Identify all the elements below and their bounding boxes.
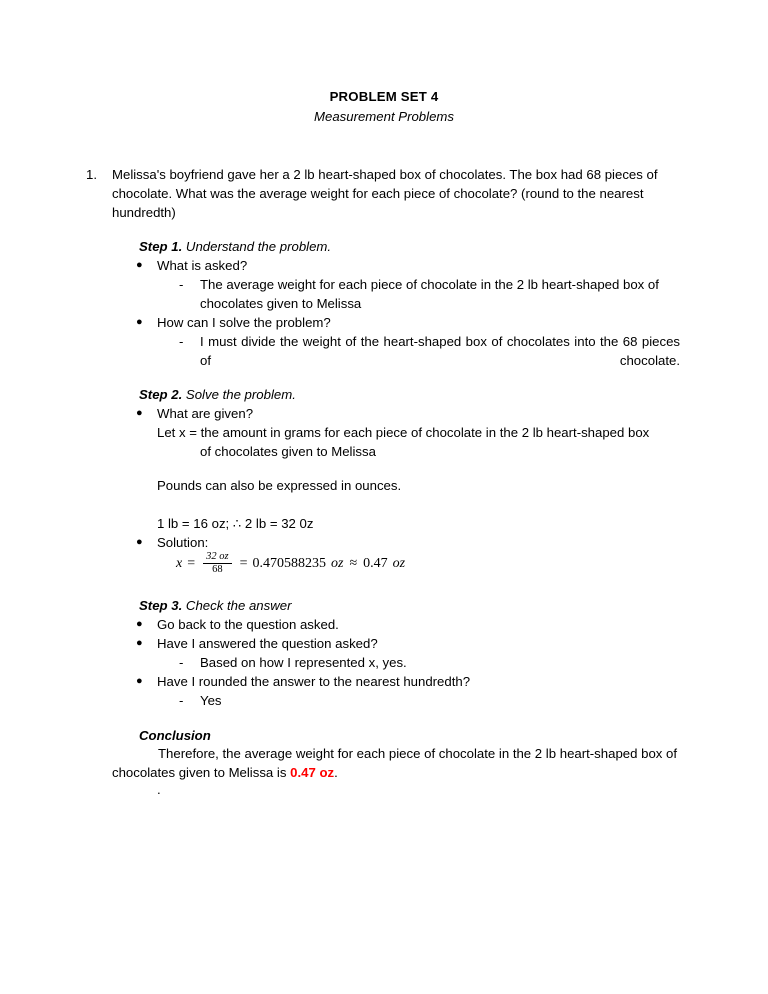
- list-item: [136, 256, 656, 275]
- step-2-given-line-1: Let x = the amount in grams for each piece of chocolate in the 2 lb heart-shaped box: [157, 425, 650, 440]
- list-item: [179, 275, 680, 313]
- bullet-icon: ●: [136, 536, 143, 548]
- step-1-bullet-2: How can I solve the problem?: [157, 315, 331, 330]
- step-2-note: Pounds can also be expressed in ounces.: [157, 478, 402, 493]
- step-1-title: Understand the problem.: [182, 239, 332, 254]
- list-item: [136, 634, 656, 653]
- step-2-label: Step 2.: [139, 387, 183, 402]
- step-3-bullet-2: Have I answered the question asked?: [157, 636, 378, 651]
- step-3-label: Step 3.: [139, 598, 183, 613]
- bullet-icon: ●: [136, 675, 143, 687]
- conclusion-body: [112, 744, 680, 782]
- list-item: [136, 672, 656, 691]
- dash-icon: -: [179, 334, 184, 349]
- step-3-bullet-1: Go back to the question asked.: [157, 617, 339, 632]
- list-item: [136, 533, 656, 552]
- step-1-dash-1: The average weight for each piece of chocolate in the 2 lb heart-shaped box of chocolates given to Melissa: [200, 277, 659, 312]
- step-3-title: Check the answer: [182, 598, 292, 613]
- step-1-heading: [139, 237, 331, 256]
- step-3-dash-2: Yes: [200, 693, 222, 708]
- list-item: [136, 404, 656, 423]
- equation-rounded-value: 0.47: [363, 555, 388, 571]
- bullet-icon: ●: [136, 618, 143, 630]
- step-2-bullet-2: Solution:: [157, 535, 209, 550]
- equation-variable: x: [176, 555, 183, 571]
- step-3-bullet-3: Have I rounded the answer to the nearest hundredth?: [157, 674, 471, 689]
- step-3-dash-1: Based on how I represented x, yes.: [200, 655, 407, 670]
- equation-approx-symbol: ≈: [349, 555, 358, 571]
- document-title: PROBLEM SET 4: [329, 89, 439, 104]
- bullet-icon: ●: [136, 407, 143, 419]
- dash-icon: -: [179, 693, 184, 708]
- dash-icon: -: [179, 277, 184, 292]
- list-item: [136, 615, 656, 634]
- step-2-heading: [139, 385, 296, 404]
- bullet-icon: ●: [136, 316, 143, 328]
- stray-period: .: [157, 782, 161, 797]
- conclusion-text-after: .: [334, 765, 338, 781]
- equation-fraction: [203, 551, 231, 577]
- step-1-label: Step 1.: [139, 239, 183, 254]
- dash-icon: -: [179, 655, 184, 670]
- problem-statement: Melissa's boyfriend gave her a 2 lb heart-shaped box of chocolates. The box had 68 pieces of chocolate. What was the average weight for each piece of chocolate? (round to the nearest hundredth): [112, 167, 658, 221]
- list-item: [179, 332, 680, 390]
- conclusion-text-before: Therefore, the average weight for each piece of chocolate in the 2 lb heart-shaped box of chocolates given to Melissa is: [112, 746, 678, 781]
- step-2-conversion: 1 lb = 16 oz; ∴ 2 lb = 32 0z: [157, 516, 314, 531]
- conclusion-heading: Conclusion: [139, 728, 211, 743]
- step-2-title: Solve the problem.: [182, 387, 296, 402]
- equation-equals-1: =: [187, 555, 196, 571]
- bullet-icon: ●: [136, 259, 143, 271]
- problem-number: 1.: [86, 167, 97, 182]
- final-answer: 0.47 oz: [290, 765, 335, 781]
- equation-numerator: 32 oz: [206, 550, 229, 562]
- equation-unit-1: oz: [331, 555, 344, 571]
- document-subtitle: Measurement Problems: [314, 109, 454, 124]
- step-1-bullet-1: What is asked?: [157, 258, 248, 273]
- equation-unit-2: oz: [392, 555, 406, 571]
- step-3-heading: [139, 596, 291, 615]
- list-item: [179, 653, 680, 672]
- equation-value: 0.470588235: [252, 555, 326, 571]
- solution-equation: [176, 551, 405, 577]
- equation-denominator: 68: [203, 563, 231, 576]
- equation-equals-2: =: [239, 555, 248, 571]
- step-2-bullet-1: What are given?: [157, 406, 254, 421]
- step-1-dash-2: I must divide the weight of the heart-shaped box of chocolates into the 68 pieces of chocolate.: [200, 334, 680, 369]
- bullet-icon: ●: [136, 637, 143, 649]
- list-item: [179, 691, 680, 710]
- step-2-given-line-2: of chocolates given to Melissa: [200, 444, 376, 459]
- list-item: [136, 313, 656, 332]
